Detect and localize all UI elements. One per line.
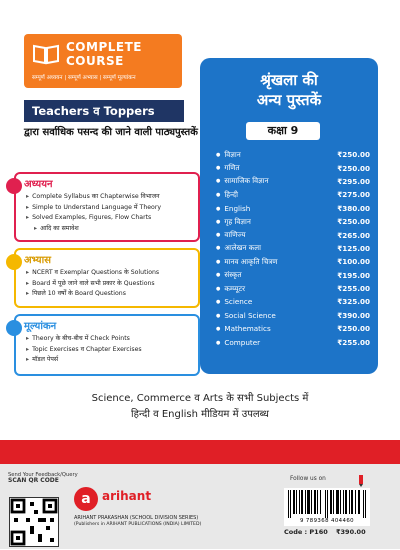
book-name: ● गृह विज्ञान [216, 217, 251, 227]
section-study [14, 172, 200, 242]
book-price: ₹380.00 [337, 203, 370, 213]
list-item: ▸ पिछले 10 वर्षों के Board Questions [26, 289, 194, 300]
teachers-banner: Teachers व Toppers [24, 100, 184, 122]
list-item: ▸ Solved Examples, Figures, Flow Charts [26, 213, 194, 224]
book-row [216, 175, 370, 188]
section-title: अध्ययन [24, 179, 53, 190]
book-price: ₹250.00 [337, 150, 370, 160]
book-price: ₹250.00 [337, 217, 370, 227]
book-row [216, 269, 370, 282]
book-price: ₹125.00 [337, 243, 370, 253]
availability-line2: हिन्दी व English मीडियम में उपलब्ध [131, 409, 269, 420]
list-item: ▸ Theory के बीच-बीच में Check Points [26, 334, 194, 345]
book-name: ● वाणिज्य [216, 230, 246, 240]
section-title: अभ्यास [24, 255, 51, 266]
brand-line2: COURSE [66, 54, 124, 68]
book-name: ● हिन्दी [216, 190, 238, 200]
book-row [216, 255, 370, 268]
book-price: ₹390.00 [337, 310, 370, 320]
book-row [216, 309, 370, 322]
book-name: ● Science [216, 297, 252, 306]
arihant-logo-icon: a [74, 487, 98, 511]
book-name: ● कम्प्यूटर [216, 284, 245, 294]
publisher-logo-text: arihant [102, 489, 152, 503]
book-row [216, 148, 370, 161]
book-name: ● सामाजिक विज्ञान [216, 176, 269, 186]
brand-tagline: सम्पूर्ण अध्ययन | सम्पूर्ण अभ्यास | सम्पूर्ण मूल्यांकन [32, 75, 136, 81]
section-evaluation [14, 314, 200, 376]
brand-line1: COMPLETE [66, 40, 142, 54]
book-name: ● English [216, 204, 250, 213]
list-item: ▸ मॉडल पेपर्स [26, 355, 194, 366]
section-practice [14, 248, 200, 308]
book-price: ₹250.00 [337, 324, 370, 334]
book-row [216, 322, 370, 335]
book-price: ₹325.00 [337, 297, 370, 307]
book-price: ₹265.00 [337, 230, 370, 240]
feedback-text [8, 472, 78, 484]
feedback-line2: SCAN QR CODE [8, 477, 59, 484]
book-row [216, 215, 370, 228]
availability-line1: Science, Commerce व Arts के सभी Subjects में [91, 393, 309, 404]
pen-icon [354, 474, 368, 488]
book-name: ● संस्कृत [216, 270, 242, 280]
follow-us-text: Follow us on [290, 476, 326, 482]
list-item: ▸ Complete Syllabus का Chapterwise विभाजन [26, 192, 194, 203]
practice-icon [6, 254, 22, 270]
book-row [216, 161, 370, 174]
book-row [216, 202, 370, 215]
book-row [216, 295, 370, 308]
book-name: ● Social Science [216, 311, 276, 320]
study-icon [6, 178, 22, 194]
book-list [216, 148, 370, 349]
isbn-number: 9 789368 404460 [299, 518, 354, 524]
book-price: ₹275.00 [337, 190, 370, 200]
book-row [216, 282, 370, 295]
book-row [216, 228, 370, 241]
feedback-line1: Send Your Feedback/Query [8, 472, 78, 478]
book-price: ₹255.00 [337, 284, 370, 294]
list-item: ▸ आदि का समावेश [26, 224, 194, 235]
product-code: Code : P160 [284, 528, 328, 536]
barcode-icon [284, 488, 370, 526]
book-row [216, 188, 370, 201]
series-title-line2: अन्य पुस्तकें [256, 91, 322, 109]
series-title-line1: श्रृंखला की [260, 71, 318, 89]
list-item: ▸ NCERT व Exemplar Questions के Solutions [26, 268, 194, 279]
list-item: ▸ Topic Exercises व Chapter Exercises [26, 345, 194, 356]
publisher-name: ARIHANT PRAKASHAN (SCHOOL DIVISION SERIES) [74, 515, 199, 521]
class-label: कक्षा 9 [246, 122, 320, 140]
footer-red-band [0, 440, 400, 464]
evaluation-icon [6, 320, 22, 336]
book-price: ₹195.00 [337, 270, 370, 280]
publisher-subtext: (Publishers in ARIHANT PUBLICATIONS (INDIA) LIMITED) [74, 522, 202, 527]
book-price: ₹295.00 [337, 176, 370, 186]
complete-course-logo [24, 34, 182, 88]
book-price: ₹255.00 [337, 337, 370, 347]
book-price: ₹100.00 [337, 257, 370, 267]
product-price: ₹390.00 [336, 528, 366, 536]
book-row [216, 242, 370, 255]
book-name: ● गणित [216, 163, 240, 173]
qr-code-icon[interactable] [9, 497, 59, 547]
book-name: ● Computer [216, 338, 260, 347]
book-name: ● मानव आकृति चित्रण [216, 257, 278, 267]
list-item: ▸ Board में पूछे जाने वाले सभी प्रकार के Questions [26, 279, 194, 290]
book-price: ₹250.00 [337, 163, 370, 173]
book-name: ● आलेखन कला [216, 243, 261, 253]
book-name: ● विज्ञान [216, 150, 241, 160]
list-item: ▸ Simple to Understand Language में Theory [26, 203, 194, 214]
book-name: ● Mathematics [216, 324, 271, 333]
book-row [216, 335, 370, 348]
section-title: मूल्यांकन [24, 321, 57, 332]
preferred-text: द्वारा सर्वाधिक पसन्द की जाने वाली पाठ्यपुस्तकें [24, 127, 198, 138]
book-icon [32, 43, 60, 65]
